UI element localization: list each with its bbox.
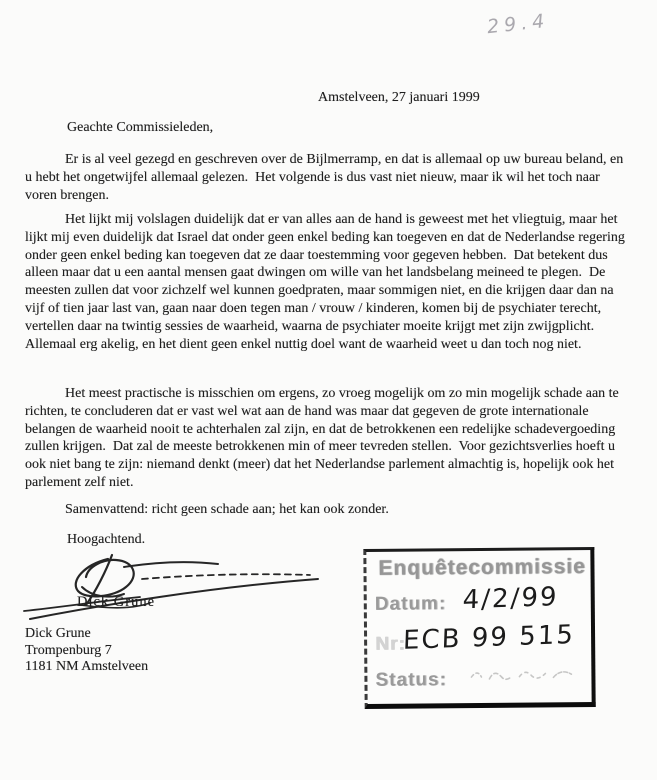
stamp-status-label: Status: (375, 669, 447, 691)
stamp-nr-handwritten: ECB 99 515 (402, 619, 576, 656)
sender-street: Trompenburg 7 (25, 642, 112, 658)
stamp-title: Enquêtecommissie (378, 555, 586, 580)
handwritten-page-number: 29.4 (486, 9, 551, 39)
salutation: Geachte Commissieleden, (67, 120, 214, 135)
paragraph-2: Het lijkt mij volslagen duidelijk dat er van alles aan de hand is geweest met het vliegtuig, maar het lijkt mij even duidelijk dat Israel dat onder geen enkel beding kan toegeven en dat de Nederlandse regering onder geen enkel beding kan toegeven dat ze daar toestemming voor gegeven hebben. Dat betekent dus alleen maar dat u een aantal mensen gaat dwingen om wille van het landsbelang meineed te plegen. De meesten zullen dat voor zichzelf wel kunnen goedpraten, maar sommigen niet, en die krijgen daar dan na vijf of tien jaar last van, gaan naar doen tegen man / vrouw / kinderen, komen bij de psychiater terecht, vertellen daar na twintig sessies de waarheid, waarna de psychiater moeite krijgt met zijn zwijgplicht. Allemaal erg akelig, en het dient geen enkel nuttig doel want de waarheid weet u dan toch nog niet. (25, 212, 629, 352)
paragraph-3: Het meest practische is misschien om ergens, zo vroeg mogelijk om zo min mogelijk schade aan te richten, te concluderen dat er vast wel wat aan de hand was maar dat gegeven de grote internationale belangen de waarheid nooit te achterhalen zal zijn, en dat de betrokkenen een redelijke schadevergoeding zullen krijgen. Dat zal de meeste betrokkenen min of meer tevreden stellen. Voor gezichtsverlies hoeft u ook niet bang te zijn: niemand denkt (meer) dat het Nederlandse parlement almachtig is, hopelijk ook het parlement zelf niet. (25, 386, 623, 490)
signature-caption: Dick Grune (77, 594, 156, 610)
paragraph-1: Er is al veel gezegd en geschreven over de Bijlmerramp, en dat is allemaal op uw bureau beland, en u hebt het ongetwijfel allemaal gelezen. Het volgende is dus vast niet nieuw, maar ik wil het toch naar voren brengen. (25, 152, 627, 203)
dateline: Amstelveen, 27 januari 1999 (318, 90, 480, 105)
stamp-nr-label: Nr: (375, 633, 406, 655)
stamp-date-label: Datum: (374, 593, 447, 615)
stamp-date-handwritten: 4/2/99 (462, 582, 560, 616)
sender-address (25, 626, 148, 676)
sender-city: 1181 NM Amstelveen (25, 659, 149, 674)
paragraph-summary: Samenvattend: richt geen schade aan; het kan ook zonder. (65, 502, 389, 517)
sender-name: Dick Grune (25, 626, 91, 641)
enquetecommissie-stamp (363, 547, 595, 709)
status-scribble-illegible (467, 662, 577, 687)
closing: Hoogachtend. (67, 532, 146, 547)
signature-scrawl (22, 547, 322, 625)
